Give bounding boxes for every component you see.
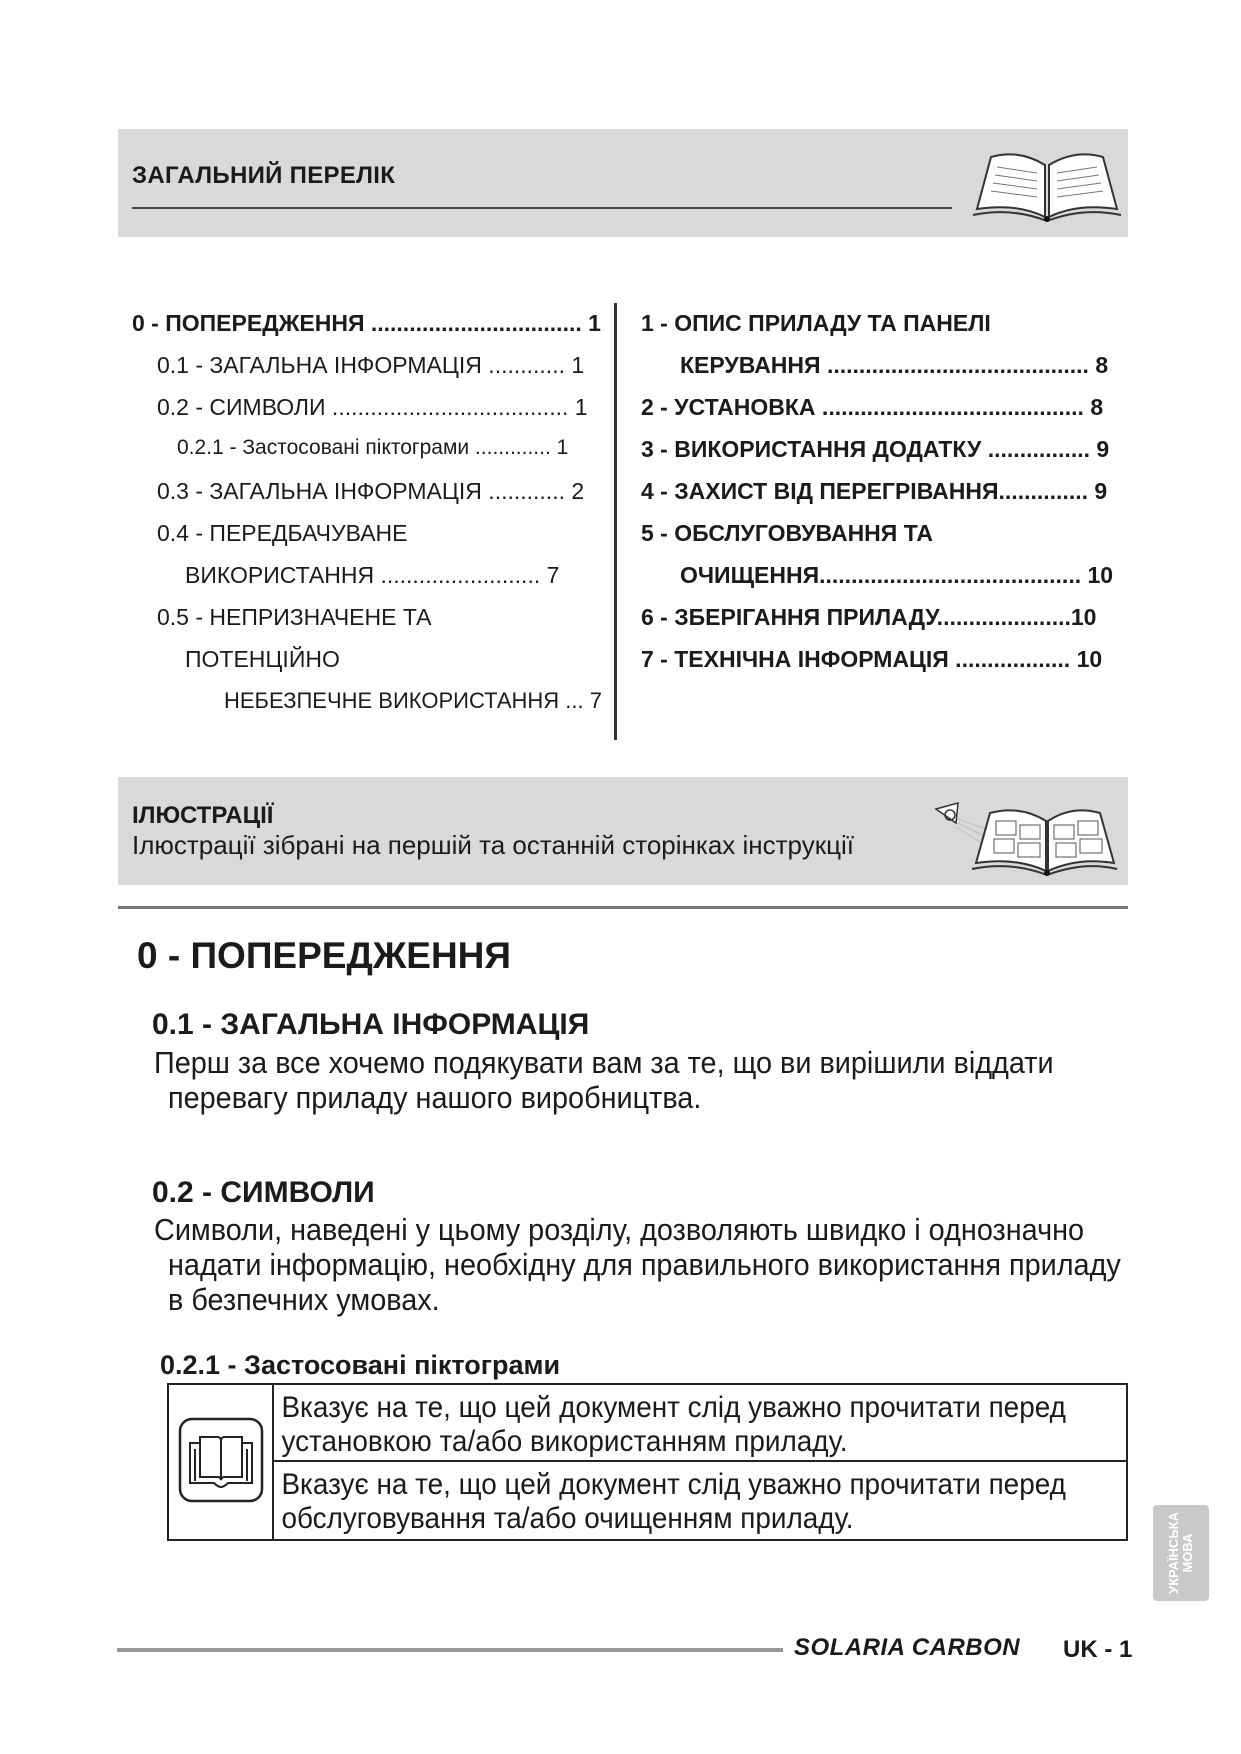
- toc-entry[interactable]: НЕБЕЗПЕЧНЕ ВИКОРИСТАННЯ ... 7: [224, 688, 602, 713]
- pictogram-row: [168, 1461, 1127, 1540]
- toc-header-band: [118, 129, 1128, 237]
- toc-entry[interactable]: КЕРУВАННЯ ......................................... 8: [680, 352, 1109, 378]
- open-book-icon: [971, 141, 1123, 225]
- pictogram-description-line: Вказує на те, що цей документ слід уважно прочитати перед: [281, 1391, 1067, 1424]
- footer-product-name: SOLARIA CARBON: [794, 1634, 1021, 1661]
- toc-entry[interactable]: 0.5 - НЕПРИЗНАЧЕНЕ ТА: [157, 604, 432, 630]
- toc-entry[interactable]: 5 - ОБСЛУГОВУВАННЯ ТА: [641, 520, 933, 546]
- language-tab: [1153, 1505, 1209, 1601]
- toc-title-rule: [132, 207, 952, 209]
- section-0-2-text-line: надати інформацію, необхідну для правильного використання приладу: [168, 1247, 1121, 1282]
- section-0-1-title: 0.1 - ЗАГАЛЬНА ІНФОРМАЦІЯ: [152, 1008, 590, 1041]
- toc-column-divider: [614, 303, 617, 740]
- section-0-1-text-line: Перш за все хочемо подякувати вам за те, що ви вирішили віддати: [154, 1045, 1054, 1080]
- footer-page-number: UK - 1: [1063, 1636, 1133, 1663]
- language-tab-line: МОВА: [1180, 1533, 1195, 1573]
- book-illustrations-icon: [928, 799, 1118, 877]
- manual-icon: [176, 1415, 266, 1505]
- toc-entry[interactable]: 4 - ЗАХИСТ ВІД ПЕРЕГРІВАННЯ.............. 9: [641, 478, 1108, 504]
- pictogram-description-line: установкою та/або використанням приладу.: [281, 1425, 848, 1458]
- toc-entry[interactable]: 1 - ОПИС ПРИЛАДУ ТА ПАНЕЛІ: [641, 310, 991, 336]
- toc-entry[interactable]: 2 - УСТАНОВКА ......................................... 8: [641, 394, 1104, 420]
- illustrations-text: Ілюстрації зібрані на першій та останній сторінках інструкції: [132, 830, 854, 860]
- toc-entry[interactable]: ОЧИЩЕННЯ......................................... 10: [680, 562, 1114, 588]
- toc-entry[interactable]: 0.1 - ЗАГАЛЬНА ІНФОРМАЦІЯ ............ 1: [157, 352, 585, 378]
- toc-entry[interactable]: 6 - ЗБЕРІГАННЯ ПРИЛАДУ.....................10: [641, 604, 1097, 630]
- pictogram-icon-cell: [168, 1384, 273, 1540]
- toc-entry[interactable]: 0.3 - ЗАГАЛЬНА ІНФОРМАЦІЯ ............ 2: [157, 478, 585, 504]
- toc-entry[interactable]: 0.2 - СИМВОЛИ ..................................... 1: [157, 394, 588, 420]
- toc-entry[interactable]: 0 - ПОПЕРЕДЖЕННЯ ................................. 1: [132, 310, 601, 336]
- pictogram-description-cell: [273, 1461, 1127, 1540]
- toc-entry[interactable]: 0.2.1 - Застосовані піктограми ............. 1: [177, 436, 569, 459]
- section-0-2-text-line: в безпечних умовах.: [168, 1282, 440, 1317]
- pictogram-table: [167, 1383, 1128, 1541]
- section-0-2-1-title: 0.2.1 - Застосовані піктограми: [160, 1350, 561, 1380]
- pictogram-description-line: обслуговування та/або очищенням приладу.: [281, 1502, 854, 1535]
- section-0-2-title: 0.2 - СИМВОЛИ: [152, 1176, 375, 1209]
- section-0-2-text-line: Символи, наведені у цьому розділу, дозволяють швидко і однозначно: [154, 1212, 1085, 1247]
- toc-entry[interactable]: 7 - ТЕХНІЧНА ІНФОРМАЦІЯ .................. 10: [641, 646, 1103, 672]
- toc-entry[interactable]: ВИКОРИСТАННЯ ......................... 7: [185, 562, 560, 588]
- footer-rule: [117, 1648, 783, 1652]
- illustrations-title: ІЛЮСТРАЦІЇ: [132, 802, 274, 829]
- pictogram-description-line: Вказує на те, що цей документ слід уважно прочитати перед: [281, 1468, 1067, 1501]
- illustrations-band: [118, 777, 1128, 885]
- toc-title: ЗАГАЛЬНИЙ ПЕРЕЛІК: [132, 162, 396, 189]
- language-tab-line: УКРАЇНСЬКА: [1166, 1512, 1181, 1594]
- section-0-1-text-line: перевагу приладу нашого виробництва.: [168, 1080, 702, 1115]
- section-0-title: 0 - ПОПЕРЕДЖЕННЯ: [137, 935, 511, 976]
- toc-entry[interactable]: 3 - ВИКОРИСТАННЯ ДОДАТКУ ................ 9: [641, 436, 1110, 462]
- section-divider: [118, 906, 1128, 909]
- toc-entry[interactable]: ПОТЕНЦІЙНО: [185, 646, 340, 672]
- toc-entry[interactable]: 0.4 - ПЕРЕДБАЧУВАНЕ: [157, 520, 408, 546]
- pictogram-description-cell: [273, 1384, 1127, 1461]
- pictogram-row: [168, 1384, 1127, 1461]
